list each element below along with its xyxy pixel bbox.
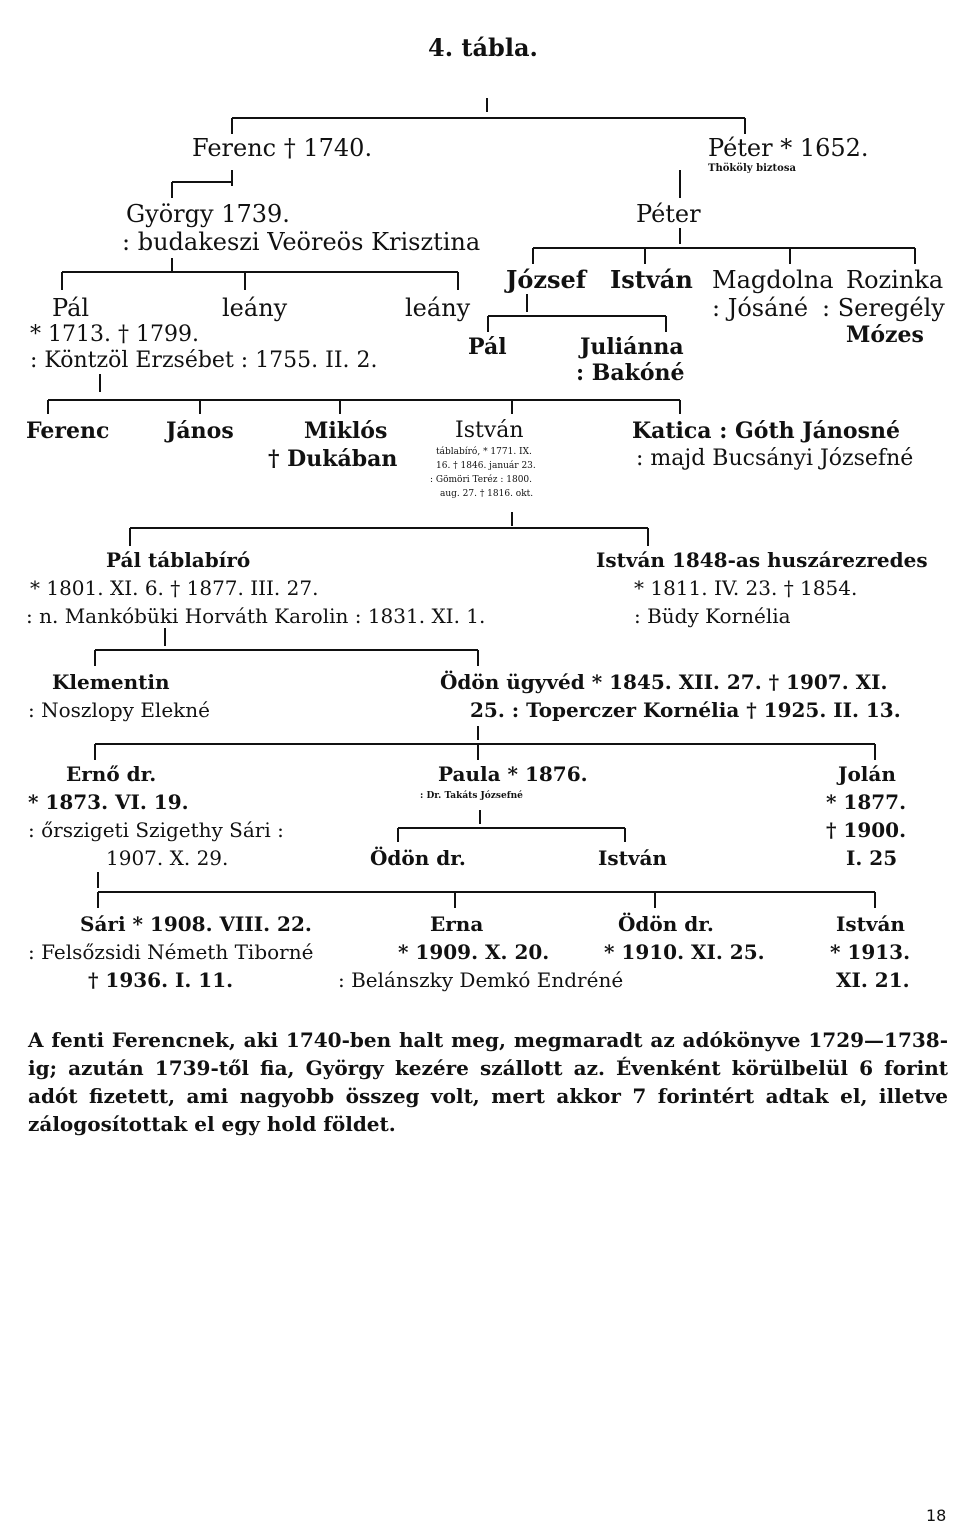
ferenc-1740: Ferenc † 1740. bbox=[192, 134, 373, 162]
erna-spouse: : Belánszky Demkó Endréné bbox=[338, 968, 624, 992]
page-title: 4. tábla. bbox=[428, 33, 538, 62]
istvan-huszar-spouse: : Büdy Kornélia bbox=[634, 604, 791, 628]
odon-ugyved-spouse: 25. : Toperczer Kornélia † 1925. II. 13. bbox=[470, 698, 901, 722]
pal-son: Pál bbox=[468, 334, 507, 360]
peter-son: Péter bbox=[636, 200, 701, 228]
istvan-gen8-born-date: XI. 21. bbox=[836, 968, 910, 992]
peter-note: Thököly biztosa bbox=[708, 163, 796, 174]
jolan-died: † 1900. bbox=[826, 818, 907, 842]
pal-tablabiro-spouse: : n. Mankóbüki Horváth Karolin : 1831. XI. 1. bbox=[26, 604, 486, 628]
istvan-note-3: : Gömöri Teréz : 1800. bbox=[430, 475, 533, 485]
istvan-gen4: István bbox=[455, 418, 524, 443]
paula-spouse: : Dr. Takáts Józsefné bbox=[420, 791, 523, 801]
note-paragraph: A fenti Ferencnek, aki 1740-ben halt meg, megmaradt az adókönyve 1729—1738-ig; azután 1739-től fia, György kezére szállott az. Évenként körülbelül 6 forint adót fizetett, ami nagyobb összeg volt, mert akkor 7 forintért adtak el, illetve zálogosítottak el egy hold földet. bbox=[28, 1028, 948, 1136]
sari: Sári * 1908. VIII. 22. bbox=[80, 912, 312, 936]
mozes: Mózes bbox=[846, 322, 924, 348]
page-number: 18 bbox=[926, 1506, 947, 1525]
istvan-note-1: táblabíró, * 1771. IX. bbox=[436, 447, 532, 457]
istvan-gen8: István bbox=[836, 912, 905, 936]
istvan-gen3: István bbox=[610, 265, 693, 294]
ferenc-gen4: Ferenc bbox=[26, 418, 110, 444]
odon-dr-gen8: Ödön dr. bbox=[618, 912, 714, 936]
jolan-died-date: I. 25 bbox=[846, 846, 898, 870]
pal-gen3: Pál bbox=[52, 294, 90, 322]
istvan-huszar: István 1848-as huszárezredes bbox=[596, 548, 928, 572]
odon-dr-born: * 1910. XI. 25. bbox=[604, 940, 765, 964]
sari-spouse: : Felsőzsidi Németh Tiborné bbox=[28, 940, 314, 964]
magdolna: Magdolna bbox=[712, 266, 834, 294]
peter-1652: Péter * 1652. bbox=[708, 134, 869, 162]
leany-2: leány bbox=[405, 294, 471, 322]
paula: Paula * 1876. bbox=[438, 762, 588, 786]
erno: Ernő dr. bbox=[66, 762, 157, 786]
gyorgy-spouse: : budakeszi Veöreös Krisztina bbox=[122, 228, 481, 256]
gyorgy-1739: György 1739. bbox=[126, 200, 290, 228]
katica: Katica : Góth Jánosné bbox=[632, 418, 900, 444]
katica-second: : majd Bucsányi Józsefné bbox=[636, 446, 914, 471]
erno-spouse: : őrszigeti Szigethy Sári : bbox=[28, 818, 284, 842]
pal-tablabiro: Pál táblabíró bbox=[106, 548, 251, 572]
erno-marriage: 1907. X. 29. bbox=[106, 846, 229, 870]
erna-born: * 1909. X. 20. bbox=[398, 940, 550, 964]
erna: Erna bbox=[430, 912, 484, 936]
janos: János bbox=[166, 418, 234, 444]
miklos: Miklós bbox=[304, 418, 388, 444]
klementin: Klementin bbox=[52, 670, 170, 694]
jolan: Jolán bbox=[838, 762, 896, 786]
istvan-huszar-dates: * 1811. IV. 23. † 1854. bbox=[634, 576, 858, 600]
pal-dates: * 1713. † 1799. bbox=[30, 322, 199, 347]
sari-death: † 1936. I. 11. bbox=[88, 968, 234, 992]
odon-ugyved: Ödön ügyvéd * 1845. XII. 27. † 1907. XI. bbox=[440, 670, 888, 694]
pal-tablabiro-dates: * 1801. XI. 6. † 1877. III. 27. bbox=[30, 576, 319, 600]
seregely: : Seregély bbox=[822, 294, 945, 322]
jolan-born: * 1877. bbox=[826, 790, 907, 814]
leany-1: leány bbox=[222, 294, 288, 322]
miklos-death: † Dukában bbox=[268, 446, 398, 472]
bakone: : Bakóné bbox=[576, 360, 685, 386]
klementin-spouse: : Noszlopy Elekné bbox=[28, 698, 211, 722]
odon-dr-gen7: Ödön dr. bbox=[370, 846, 466, 870]
jozsef: József bbox=[506, 265, 587, 294]
pal-spouse: : Köntzöl Erzsébet : 1755. II. 2. bbox=[30, 348, 378, 373]
josane: : Jósáné bbox=[712, 294, 809, 322]
istvan-note-4: aug. 27. † 1816. okt. bbox=[440, 489, 534, 499]
rozinka: Rozinka bbox=[846, 266, 944, 294]
istvan-gen8-born: * 1913. bbox=[830, 940, 911, 964]
erno-dates: * 1873. VI. 19. bbox=[28, 790, 189, 814]
julianna: Juliánna bbox=[580, 334, 684, 360]
istvan-gen7: István bbox=[598, 846, 667, 870]
istvan-note-2: 16. † 1846. január 23. bbox=[436, 461, 536, 471]
